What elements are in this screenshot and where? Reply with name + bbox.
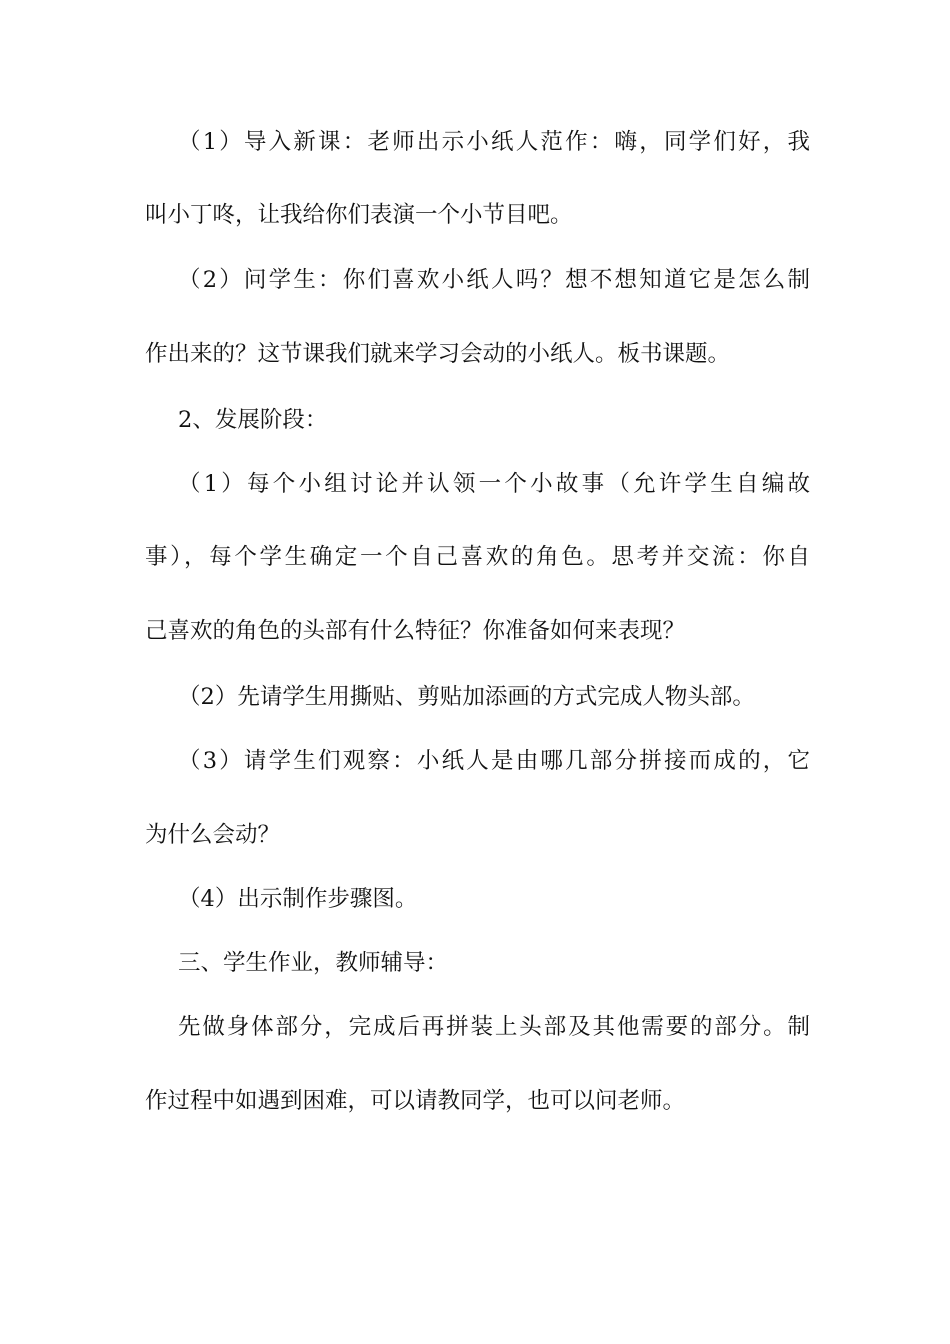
paragraph-line-1: （1）导入新课：老师出示小纸人范作：嗨，同学们好，我 <box>178 129 810 155</box>
paragraph-line-2: 叫小丁咚，让我给你们表演一个小节目吧。 <box>145 202 573 228</box>
paragraph-line-10: （3）请学生们观察：小纸人是由哪几部分拼接而成的，它 <box>178 748 810 774</box>
paragraph-line-15: 作过程中如遇到困难，可以请教同学，也可以问老师。 <box>145 1088 686 1114</box>
paragraph-line-3: （2）问学生：你们喜欢小纸人吗？想不想知道它是怎么制 <box>178 267 810 293</box>
section-heading-homework: 三、学生作业，教师辅导： <box>178 950 449 976</box>
paragraph-line-6: （1）每个小组讨论并认领一个小故事（允许学生自编故 <box>178 471 810 497</box>
paragraph-line-12: （4）出示制作步骤图。 <box>178 886 418 912</box>
paragraph-line-11: 为什么会动？ <box>145 822 281 848</box>
paragraph-line-8: 己喜欢的角色的头部有什么特征？你准备如何来表现？ <box>145 618 686 644</box>
paragraph-line-14: 先做身体部分，完成后再拼装上头部及其他需要的部分。制 <box>178 1014 810 1040</box>
paragraph-line-4: 作出来的？这节课我们就来学习会动的小纸人。板书课题。 <box>145 341 731 367</box>
paragraph-line-7: 事），每个学生确定一个自己喜欢的角色。思考并交流：你自 <box>145 544 810 570</box>
section-heading-development: 2、发展阶段： <box>178 407 328 433</box>
paragraph-line-9: （2）先请学生用撕贴、剪贴加添画的方式完成人物头部。 <box>178 684 755 710</box>
